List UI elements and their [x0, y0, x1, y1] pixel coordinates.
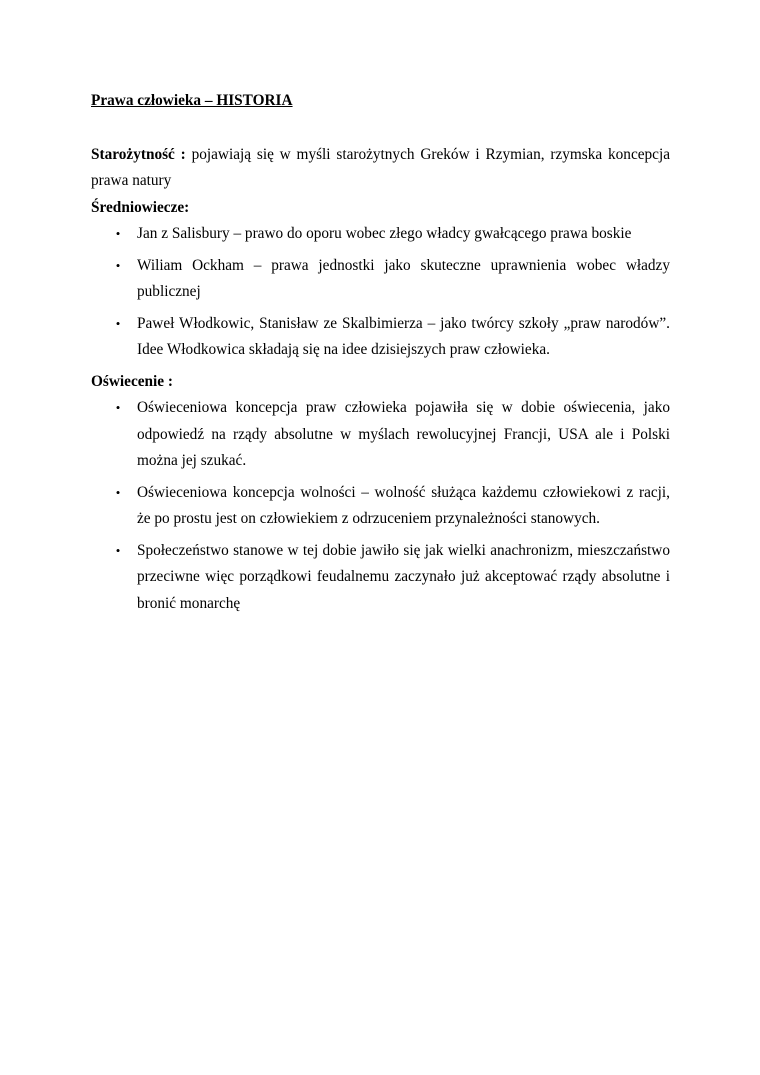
list-item — [91, 311, 670, 364]
bullet-icon: • — [115, 542, 121, 558]
list-item — [91, 253, 670, 306]
list-item-text: Paweł Włodkowic, Stanisław ze Skalbimierza – jako twórcy szkoły „praw narodów”. Idee Włodkowica składają się na idee dzisiejszych praw człowieka. — [137, 314, 670, 358]
list-item-text: Jan z Salisbury – prawo do oporu wobec złego władcy gwałcącego prawa boskie — [137, 225, 632, 242]
antiquity-paragraph — [91, 142, 670, 195]
bullet-icon: • — [115, 484, 121, 500]
list-item-text: Oświeceniowa koncepcja wolności – wolność służąca każdemu człowiekowi z racji, że po prostu jest on człowiekiem z odrzuceniem przynależności stanowych. — [137, 483, 670, 527]
bullet-icon: • — [115, 226, 121, 241]
middle-ages-list — [91, 221, 670, 364]
spacer — [91, 115, 670, 142]
list-item — [91, 538, 670, 618]
list-item-text: Oświeceniowa koncepcja praw człowieka pojawiła się w dobie oświecenia, jako odpowiedź na rządy absolutne w myślach rewolucyjnej Francji, USA ale i Polski można jej szukać. — [137, 399, 670, 469]
bullet-icon: • — [115, 257, 121, 273]
list-item-text: Społeczeństwo stanowe w tej dobie jawiło się jak wielki anachronizm, mieszczaństwo przeciwne więc porządkowi feudalnemu zaczynało już akceptować rządy absolutne i bronić monarchę — [137, 541, 670, 612]
antiquity-text: pojawiają się w myśli starożytnych Greków i Rzymian, rzymska koncepcja prawa natury — [91, 145, 671, 189]
list-item — [91, 480, 670, 533]
list-item — [91, 221, 670, 248]
list-item-text: Wiliam Ockham – prawa jednostki jako skuteczne uprawnienia wobec władzy publicznej — [137, 256, 670, 300]
middle-ages-heading: Średniowiecze: — [91, 198, 190, 216]
list-item — [91, 395, 670, 475]
document-page — [91, 88, 670, 622]
antiquity-heading: Starożytność : — [91, 145, 186, 163]
enlightenment-heading: Oświecenie : — [91, 372, 173, 390]
enlightenment-list — [91, 395, 670, 617]
document-title: Prawa człowieka – HISTORIA — [91, 92, 293, 109]
bullet-icon: • — [115, 400, 121, 415]
bullet-icon: • — [115, 315, 121, 331]
